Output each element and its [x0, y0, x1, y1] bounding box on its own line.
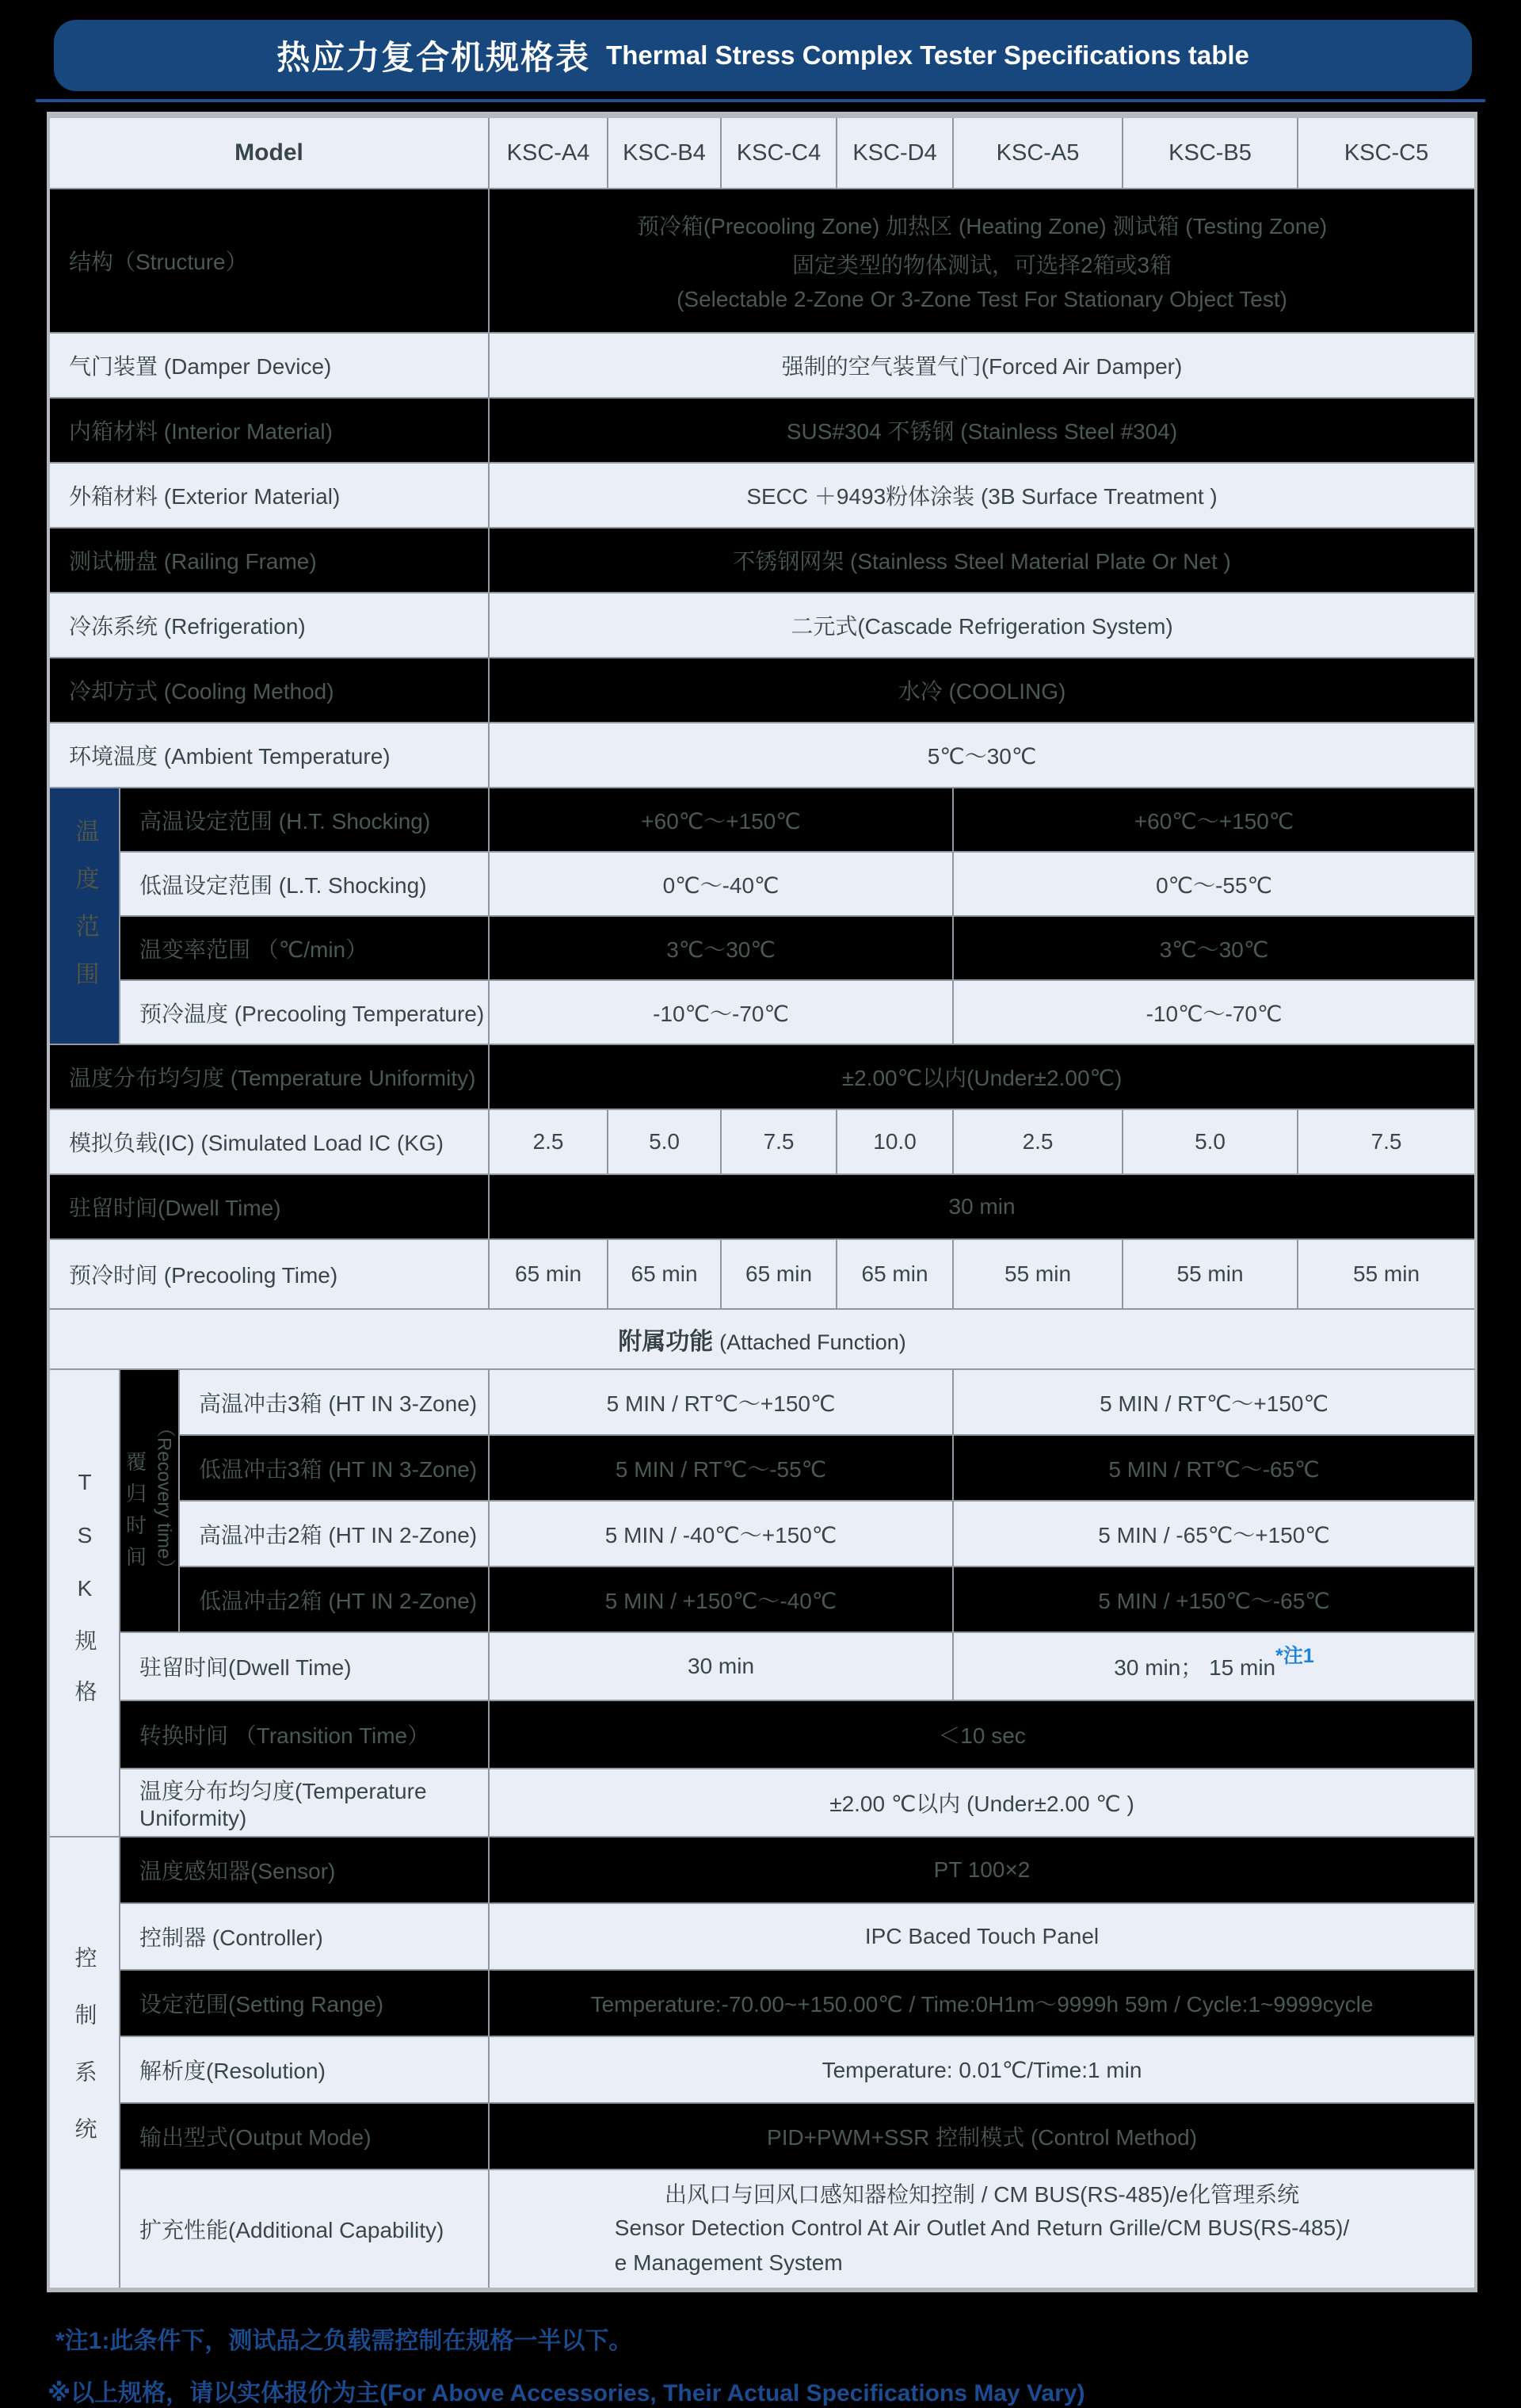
lt-shock-2zone-label: 低温冲击2箱 (HT IN 2-Zone) — [179, 1567, 489, 1632]
precool-ksc-b5: 55 min — [1123, 1239, 1298, 1309]
tsk-spec-sidebar — [48, 1369, 120, 1837]
interior-material-label: 内箱材料 (Interior Material) — [48, 398, 489, 463]
precooling-temp-row — [48, 980, 1476, 1044]
lt-shock-2zone-row — [48, 1567, 1476, 1632]
model-ksc-b5: KSC-B5 — [1123, 115, 1298, 189]
output-mode-row — [48, 2103, 1476, 2169]
sensor-label: 温度感知器(Sensor) — [120, 1837, 489, 1903]
model-header-row — [48, 115, 1476, 189]
output-mode-label: 输出型式(Output Mode) — [120, 2103, 489, 2169]
recovery-time-en: （Recovery time） — [153, 1418, 175, 1578]
controller-row — [48, 1903, 1476, 1970]
tsk-uniformity-label: 温度分布均匀度(Temperature Uniformity) — [120, 1769, 489, 1837]
precool-ksc-c5: 55 min — [1298, 1239, 1476, 1309]
tsk-dwell-time-row — [48, 1632, 1476, 1700]
controller-value: IPC Baced Touch Panel — [489, 1903, 1476, 1970]
cooling-method-label: 冷却方式 (Cooling Method) — [48, 658, 489, 723]
page-title-zh: 热应力复合机规格表 — [276, 39, 591, 76]
dwell-time-label: 驻留时间(Dwell Time) — [48, 1174, 489, 1239]
tsk-dwell-value-5series-text: 30 min； 15 min — [1114, 1655, 1276, 1680]
setting-range-value: Temperature:-70.00~+150.00℃ / Time:0H1m～9999h 59m / Cycle:1~9999cycle — [489, 1970, 1476, 2036]
ht-shocking-value-5series: +60℃～+150℃ — [953, 788, 1476, 852]
control-system-sidebar-label: 控制系统 — [72, 1945, 97, 2174]
footnote-disclaimer: ※以上规格，请以实体报价为主(For Above Accessories, Their Actual Specifications May Vary) — [48, 2380, 1085, 2406]
load-ksc-a4: 2.5 — [489, 1109, 608, 1174]
refrigeration-row — [48, 593, 1476, 658]
railing-frame-label: 测试栅盘 (Railing Frame) — [48, 528, 489, 593]
precool-ksc-b4: 65 min — [608, 1239, 721, 1309]
model-header-label: Model — [48, 115, 489, 189]
resolution-value: Temperature: 0.01℃/Time:1 min — [489, 2036, 1476, 2103]
load-ksc-d4: 10.0 — [837, 1109, 953, 1174]
attached-function-en: (Attached Function) — [719, 1330, 906, 1354]
ht-shocking-label: 高温设定范围 (H.T. Shocking) — [120, 788, 489, 852]
simulated-load-label: 模拟负载(IC) (Simulated Load IC (KG) — [48, 1109, 489, 1174]
ambient-temperature-label: 环境温度 (Ambient Temperature) — [48, 723, 489, 788]
structure-line-2: 固定类型的物体测试，可选择2箱或3箱 — [791, 253, 1172, 277]
exterior-material-label: 外箱材料 (Exterior Material) — [48, 463, 489, 528]
simulated-load-row — [48, 1109, 1476, 1174]
lt-shocking-row — [48, 852, 1476, 916]
interior-material-row — [48, 398, 1476, 463]
setting-range-label: 设定范围(Setting Range) — [120, 1970, 489, 2036]
additional-capability-line-1: 出风口与回风口感知器检知控制 / CM BUS(RS-485)/e化管理系统 — [664, 2182, 1300, 2207]
transition-time-value: ＜10 sec — [489, 1700, 1476, 1769]
damper-device-label: 气门装置 (Damper Device) — [48, 333, 489, 398]
tsk-uniformity-row — [48, 1769, 1476, 1837]
resolution-label: 解析度(Resolution) — [120, 2036, 489, 2103]
exterior-material-row — [48, 463, 1476, 528]
structure-label: 结构（Structure） — [48, 189, 489, 333]
exterior-material-value: SECC ＋9493粉体涂装 (3B Surface Treatment ) — [489, 463, 1476, 528]
dwell-time-row — [48, 1174, 1476, 1239]
temp-uniformity-label: 温度分布均匀度 (Temperature Uniformity) — [48, 1044, 489, 1109]
recovery-time-sidebar — [120, 1369, 179, 1632]
title-banner — [54, 20, 1472, 91]
temp-range-sidebar — [48, 788, 120, 1044]
controller-label: 控制器 (Controller) — [120, 1903, 489, 1970]
lt-shock-3zone-value-4series: 5 MIN / RT℃～-55℃ — [489, 1435, 953, 1501]
cooling-method-row — [48, 658, 1476, 723]
precooling-time-label: 预冷时间 (Precooling Time) — [48, 1239, 489, 1309]
damper-device-row — [48, 333, 1476, 398]
model-ksc-a4: KSC-A4 — [489, 115, 608, 189]
model-ksc-c5: KSC-C5 — [1298, 115, 1476, 189]
ambient-temperature-value: 5℃～30℃ — [489, 723, 1476, 788]
refrigeration-value: 二元式(Cascade Refrigeration System) — [489, 593, 1476, 658]
model-ksc-c4: KSC-C4 — [721, 115, 837, 189]
resolution-row — [48, 2036, 1476, 2103]
specifications-table — [47, 112, 1477, 2292]
ht-shocking-value-4series: +60℃～+150℃ — [489, 788, 953, 852]
sensor-row — [48, 1837, 1476, 1903]
load-ksc-b4: 5.0 — [608, 1109, 721, 1174]
damper-device-value: 强制的空气装置气门(Forced Air Damper) — [489, 333, 1476, 398]
banner-divider-line — [36, 99, 1485, 102]
ht-shock-2zone-value-5series: 5 MIN / -65℃～+150℃ — [953, 1501, 1476, 1567]
model-ksc-b4: KSC-B4 — [608, 115, 721, 189]
structure-line-3: (Selectable 2-Zone Or 3-Zone Test For Stationary Object Test) — [677, 287, 1287, 311]
additional-capability-line-3: e Management System — [614, 2250, 843, 2275]
model-ksc-d4: KSC-D4 — [837, 115, 953, 189]
dwell-time-value: 30 min — [489, 1174, 1476, 1239]
control-system-sidebar — [48, 1837, 120, 2290]
additional-capability-lines-en — [615, 2211, 1350, 2280]
structure-line-1: 预冷箱(Precooling Zone) 加热区 (Heating Zone) 测试箱 (Testing Zone) — [636, 214, 1328, 239]
ht-shock-2zone-label: 高温冲击2箱 (HT IN 2-Zone) — [179, 1501, 489, 1567]
precooling-time-row — [48, 1239, 1476, 1309]
tsk-dwell-time-label: 驻留时间(Dwell Time) — [120, 1632, 489, 1700]
temp-rate-value-4series: 3℃～30℃ — [489, 916, 953, 980]
note1-superscript: *注1 — [1275, 1645, 1314, 1667]
precool-ksc-a4: 65 min — [489, 1239, 608, 1309]
lt-shocking-value-5series: 0℃～-55℃ — [953, 852, 1476, 916]
recovery-time-zh: 覆归时间 — [123, 1451, 147, 1578]
lt-shock-3zone-row — [48, 1435, 1476, 1501]
tsk-dwell-value-5series — [953, 1632, 1476, 1700]
load-ksc-c4: 7.5 — [721, 1109, 837, 1174]
model-ksc-a5: KSC-A5 — [953, 115, 1123, 189]
additional-capability-value — [489, 2169, 1476, 2290]
lt-shock-3zone-label: 低温冲击3箱 (HT IN 3-Zone) — [179, 1435, 489, 1501]
load-ksc-c5: 7.5 — [1298, 1109, 1476, 1174]
additional-capability-row — [48, 2169, 1476, 2290]
temp-rate-label: 温变率范围 （℃/min） — [120, 916, 489, 980]
temp-uniformity-value: ±2.00℃以内(Under±2.00℃) — [489, 1044, 1476, 1109]
temp-rate-row — [48, 916, 1476, 980]
structure-row — [48, 189, 1476, 333]
setting-range-row — [48, 1970, 1476, 2036]
tsk-uniformity-value: ±2.00 ℃以内 (Under±2.00 ℃ ) — [489, 1769, 1476, 1837]
lt-shock-3zone-value-5series: 5 MIN / RT℃～-65℃ — [953, 1435, 1476, 1501]
load-ksc-b5: 5.0 — [1123, 1109, 1298, 1174]
temp-uniformity-row — [48, 1044, 1476, 1109]
lt-shocking-label: 低温设定范围 (L.T. Shocking) — [120, 852, 489, 916]
ht-shock-3zone-label: 高温冲击3箱 (HT IN 3-Zone) — [179, 1369, 489, 1435]
lt-shock-2zone-value-4series: 5 MIN / +150℃～-40℃ — [489, 1567, 953, 1632]
ht-shock-3zone-row — [48, 1369, 1476, 1435]
railing-frame-value: 不锈钢网架 (Stainless Steel Material Plate Or Net ) — [489, 528, 1476, 593]
sensor-value: PT 100×2 — [489, 1837, 1476, 1903]
precool-ksc-c4: 65 min — [721, 1239, 837, 1309]
ht-shock-2zone-value-4series: 5 MIN / -40℃～+150℃ — [489, 1501, 953, 1567]
transition-time-label: 转换时间 （Transition Time） — [120, 1700, 489, 1769]
precooling-temp-value-4series: -10℃～-70℃ — [489, 980, 953, 1044]
precool-ksc-a5: 55 min — [953, 1239, 1123, 1309]
precooling-temp-label: 预冷温度 (Precooling Temperature) — [120, 980, 489, 1044]
cooling-method-value: 水冷 (COOLING) — [489, 658, 1476, 723]
ht-shock-3zone-value-4series: 5 MIN / RT℃～+150℃ — [489, 1369, 953, 1435]
lt-shocking-value-4series: 0℃～-40℃ — [489, 852, 953, 916]
ht-shock-3zone-value-5series: 5 MIN / RT℃～+150℃ — [953, 1369, 1476, 1435]
temp-range-sidebar-label: 温度范围 — [71, 818, 98, 1009]
page-title-en: Thermal Stress Complex Tester Specifications table — [606, 40, 1249, 70]
temp-rate-value-5series: 3℃～30℃ — [953, 916, 1476, 980]
refrigeration-label: 冷冻系统 (Refrigeration) — [48, 593, 489, 658]
spec-sheet-page — [0, 20, 1521, 2406]
interior-material-value: SUS#304 不锈钢 (Stainless Steel #304) — [489, 398, 1476, 463]
precool-ksc-d4: 65 min — [837, 1239, 953, 1309]
attached-function-header-row — [48, 1309, 1476, 1369]
footnote-note1: *注1:此条件下，测试品之负载需控制在规格一半以下。 — [55, 2328, 633, 2354]
structure-value — [489, 189, 1476, 333]
tsk-spec-sidebar-label: TSK规格 — [72, 1470, 97, 1731]
attached-function-zh: 附属功能 — [618, 1329, 714, 1355]
load-ksc-a5: 2.5 — [953, 1109, 1123, 1174]
output-mode-value: PID+PWM+SSR 控制模式 (Control Method) — [489, 2103, 1476, 2169]
additional-capability-label: 扩充性能(Additional Capability) — [120, 2169, 489, 2290]
precooling-temp-value-5series: -10℃～-70℃ — [953, 980, 1476, 1044]
ht-shocking-row — [48, 788, 1476, 852]
tsk-dwell-value-4series: 30 min — [489, 1632, 953, 1700]
attached-function-header — [48, 1309, 1476, 1369]
additional-capability-line-2: Sensor Detection Control At Air Outlet And Return Grille/CM BUS(RS-485)/ — [614, 2215, 1350, 2240]
lt-shock-2zone-value-5series: 5 MIN / +150℃～-65℃ — [953, 1567, 1476, 1632]
transition-time-row — [48, 1700, 1476, 1769]
ht-shock-2zone-row — [48, 1501, 1476, 1567]
ambient-temperature-row — [48, 723, 1476, 788]
railing-frame-row — [48, 528, 1476, 593]
